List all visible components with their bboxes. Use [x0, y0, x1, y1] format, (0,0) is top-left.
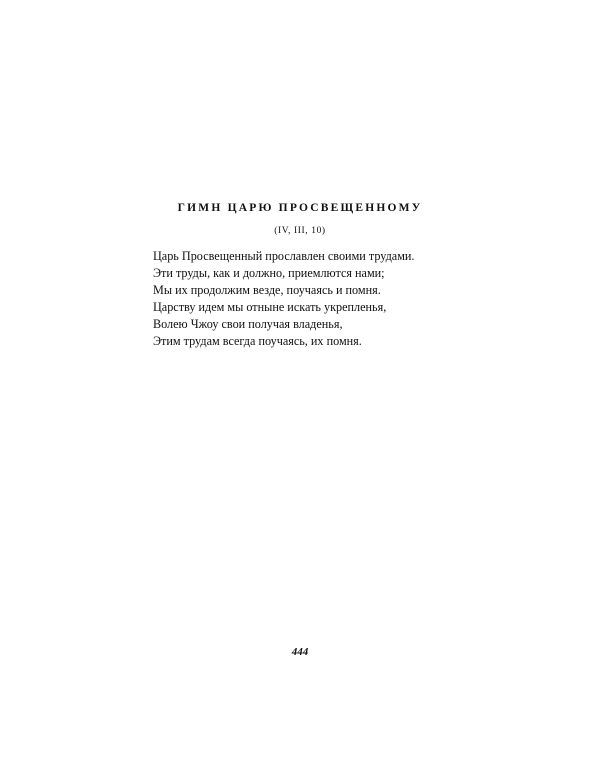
poem-line: Царству идем мы отныне искать укрепленья, [153, 299, 387, 314]
poem-subtitle: (IV, III, 10) [274, 226, 326, 236]
poem-body [153, 248, 483, 349]
poem-line: Царь Просвещенный прославлен своими трудами. [153, 249, 415, 263]
poem-line: Этим трудам всегда поучаясь, их помня. [153, 333, 362, 348]
poem-line: Эти труды, как и должно, приемлются нами; [153, 265, 385, 280]
poem-line: Мы их продолжим везде, поучаясь и помня. [153, 282, 381, 297]
poem-line: Волею Чжоу свои получая владенья, [153, 316, 343, 331]
poem-title: ГИМН ЦАРЮ ПРОСВЕЩЕННОМУ [177, 202, 423, 214]
page-number: 444 [291, 646, 309, 658]
